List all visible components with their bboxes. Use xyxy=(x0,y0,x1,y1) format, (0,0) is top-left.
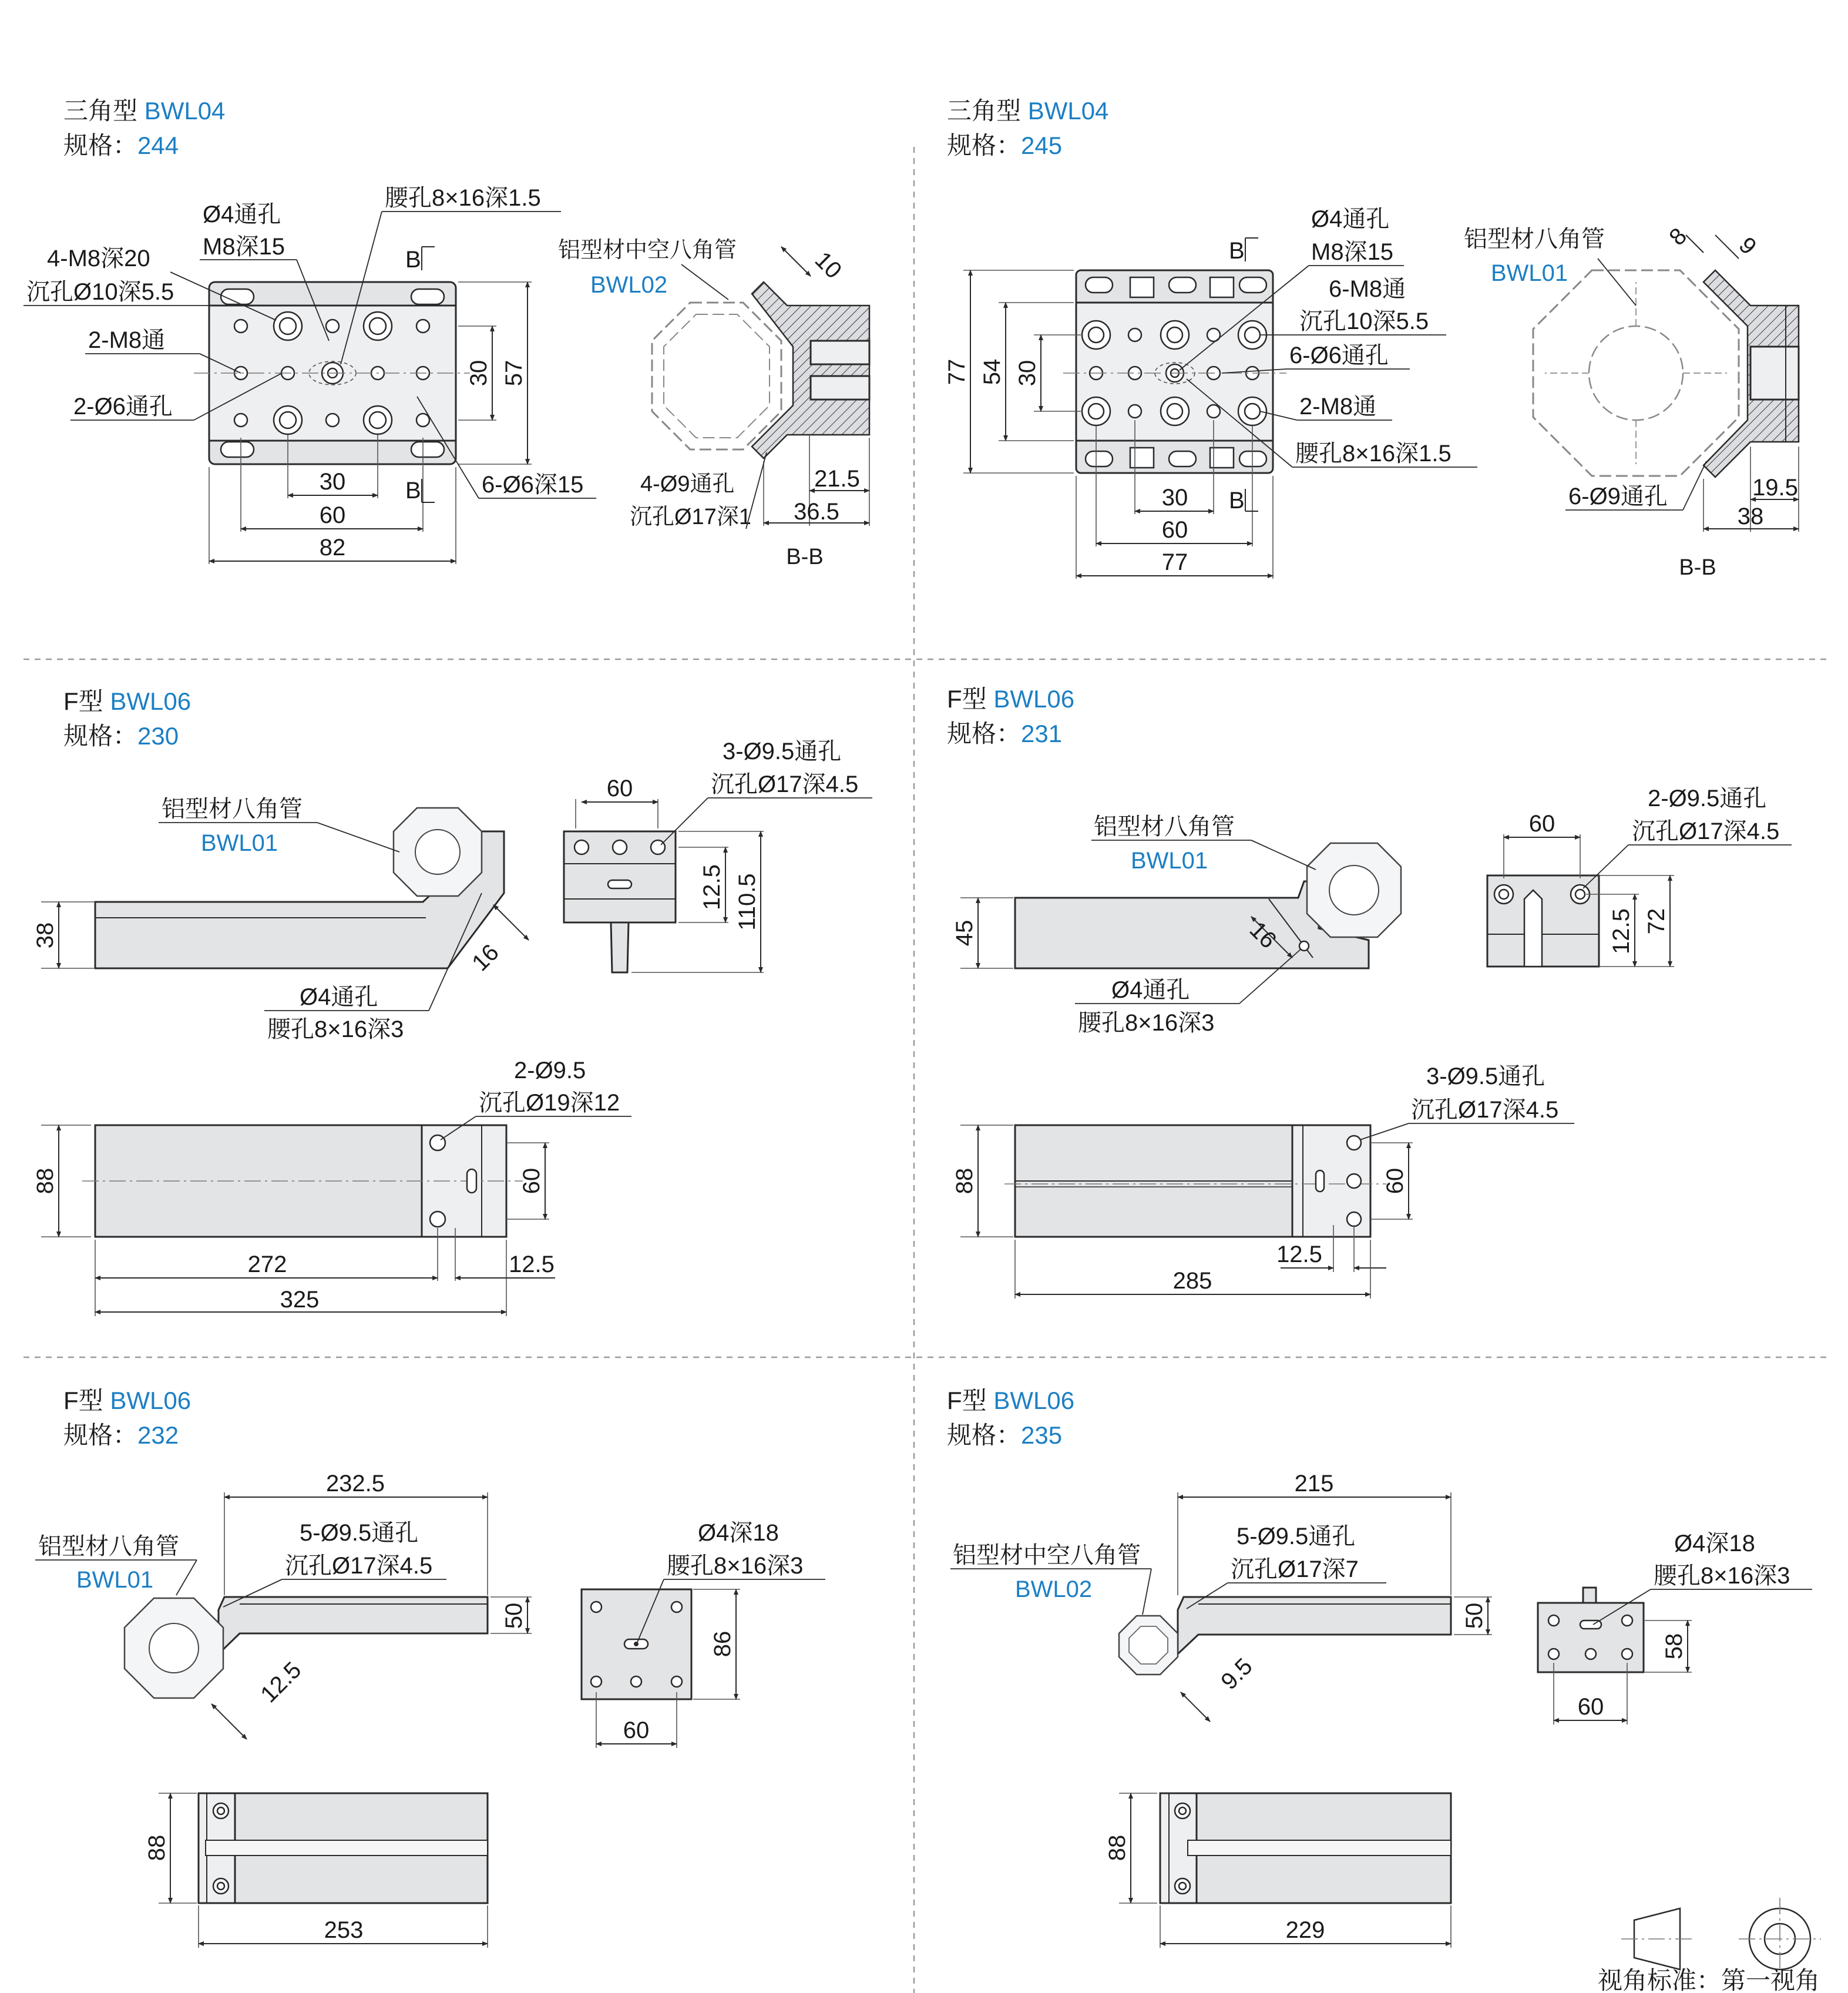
svg-text:铝型材八角管: 铝型材八角管 xyxy=(38,1534,179,1559)
svg-text:2-M8通: 2-M8通 xyxy=(88,327,166,353)
svg-text:6-M8通: 6-M8通 xyxy=(1329,276,1406,302)
svg-text:60: 60 xyxy=(519,1167,545,1195)
svg-text:30: 30 xyxy=(466,360,492,387)
svg-text:325: 325 xyxy=(280,1287,320,1313)
drawing-235-front-view xyxy=(1119,1597,1451,1675)
svg-text:9: 9 xyxy=(1733,232,1762,260)
svg-text:88: 88 xyxy=(952,1167,977,1195)
svg-text:BWL02: BWL02 xyxy=(590,272,668,298)
svg-text:50: 50 xyxy=(501,1602,527,1629)
svg-text:10: 10 xyxy=(809,247,847,284)
svg-text:沉孔Ø10深5.5: 沉孔Ø10深5.5 xyxy=(26,279,174,305)
panel-header-230 xyxy=(63,687,191,750)
svg-text:M8深15: M8深15 xyxy=(203,234,285,260)
svg-text:36.5: 36.5 xyxy=(794,499,839,525)
svg-text:9.5: 9.5 xyxy=(1216,1653,1258,1695)
svg-text:规格：235: 规格：235 xyxy=(947,1421,1063,1449)
svg-text:229: 229 xyxy=(1285,1917,1325,1943)
svg-text:4-Ø9通孔: 4-Ø9通孔 xyxy=(640,472,735,496)
svg-text:铝型材八角管: 铝型材八角管 xyxy=(162,796,303,822)
svg-text:45: 45 xyxy=(952,920,977,947)
svg-text:12.5: 12.5 xyxy=(509,1252,555,1277)
svg-text:BWL01: BWL01 xyxy=(201,830,278,856)
svg-text:60: 60 xyxy=(319,502,346,528)
svg-text:B: B xyxy=(1229,488,1245,514)
svg-text:16: 16 xyxy=(1244,917,1282,954)
svg-text:30: 30 xyxy=(1161,485,1188,511)
svg-text:72: 72 xyxy=(1644,908,1669,935)
svg-text:腰孔8×16深3: 腰孔8×16深3 xyxy=(1078,1010,1215,1036)
svg-text:F型 BWL06: F型 BWL06 xyxy=(63,687,191,715)
svg-text:腰孔8×16深3: 腰孔8×16深3 xyxy=(667,1553,804,1579)
svg-text:BWL01: BWL01 xyxy=(1131,848,1208,874)
svg-text:Ø4深18: Ø4深18 xyxy=(698,1520,779,1546)
svg-text:2-Ø9.5通孔: 2-Ø9.5通孔 xyxy=(1648,786,1767,811)
svg-text:BWL01: BWL01 xyxy=(76,1567,154,1593)
svg-text:50: 50 xyxy=(1461,1602,1487,1629)
svg-text:285: 285 xyxy=(1172,1268,1212,1294)
svg-text:60: 60 xyxy=(1577,1694,1604,1720)
svg-text:2-M8通: 2-M8通 xyxy=(1299,394,1377,420)
svg-text:12.5: 12.5 xyxy=(1608,908,1634,954)
drawing-235-top-view xyxy=(1160,1793,1451,1903)
drawing-230-top-view xyxy=(82,1125,523,1237)
svg-text:77: 77 xyxy=(1161,549,1188,575)
drawing-232-side-view xyxy=(582,1589,691,1699)
panel-header-232 xyxy=(63,1387,191,1449)
drawing-231-side-view xyxy=(1487,875,1599,967)
projection-label: 视角标准：第一视角 xyxy=(1598,1967,1820,1993)
svg-text:F型 BWL06: F型 BWL06 xyxy=(947,685,1075,713)
drawing-230-side-view xyxy=(564,831,676,972)
svg-text:B-B: B-B xyxy=(786,545,824,569)
svg-text:腰孔8×16深3: 腰孔8×16深3 xyxy=(1654,1563,1790,1589)
drawing-244-front-view xyxy=(194,282,470,464)
svg-text:沉孔Ø17深1: 沉孔Ø17深1 xyxy=(630,505,751,529)
svg-text:110.5: 110.5 xyxy=(734,873,760,931)
svg-text:88: 88 xyxy=(1104,1834,1130,1861)
svg-text:沉孔Ø17深4.5: 沉孔Ø17深4.5 xyxy=(285,1553,433,1579)
panel-header-245 xyxy=(947,97,1108,159)
svg-text:30: 30 xyxy=(319,469,346,495)
svg-text:3-Ø9.5通孔: 3-Ø9.5通孔 xyxy=(1426,1063,1545,1089)
svg-text:BWL01: BWL01 xyxy=(1491,260,1568,286)
svg-text:12.5: 12.5 xyxy=(1276,1242,1322,1267)
svg-text:232.5: 232.5 xyxy=(325,1471,385,1497)
svg-text:8: 8 xyxy=(1664,223,1692,251)
svg-text:沉孔Ø17深4.5: 沉孔Ø17深4.5 xyxy=(1411,1097,1559,1123)
svg-text:253: 253 xyxy=(324,1917,364,1943)
svg-text:铝型材中空八角管: 铝型材中空八角管 xyxy=(953,1542,1141,1568)
svg-text:38: 38 xyxy=(1737,504,1764,529)
svg-text:铝型材中空八角管: 铝型材中空八角管 xyxy=(558,238,737,263)
svg-text:B-B: B-B xyxy=(1679,555,1716,580)
svg-text:三角型 BWL04: 三角型 BWL04 xyxy=(947,97,1109,125)
svg-text:沉孔Ø19深12: 沉孔Ø19深12 xyxy=(479,1090,620,1116)
svg-text:Ø4通孔: Ø4通孔 xyxy=(1111,977,1190,1003)
svg-text:2-Ø6通孔: 2-Ø6通孔 xyxy=(73,394,173,420)
svg-text:规格：245: 规格：245 xyxy=(947,132,1063,159)
svg-text:5-Ø9.5通孔: 5-Ø9.5通孔 xyxy=(1237,1524,1356,1549)
drawing-232-top-view xyxy=(199,1793,488,1903)
panel-header-231 xyxy=(947,685,1074,747)
svg-text:19.5: 19.5 xyxy=(1752,475,1798,501)
svg-text:272: 272 xyxy=(247,1252,287,1277)
svg-text:58: 58 xyxy=(1661,1633,1687,1660)
drawing-231-front-view xyxy=(1015,843,1401,968)
svg-text:57: 57 xyxy=(501,360,527,387)
svg-text:规格：244: 规格：244 xyxy=(63,132,179,159)
svg-text:规格：232: 规格：232 xyxy=(63,1421,179,1449)
svg-text:规格：230: 规格：230 xyxy=(63,722,179,750)
svg-text:M8深15: M8深15 xyxy=(1311,239,1394,265)
panel-header-235 xyxy=(947,1387,1074,1449)
svg-text:B: B xyxy=(1229,238,1245,264)
svg-text:BWL02: BWL02 xyxy=(1015,1576,1093,1602)
svg-text:铝型材八角管: 铝型材八角管 xyxy=(1094,814,1235,840)
svg-text:38: 38 xyxy=(32,922,58,949)
svg-text:82: 82 xyxy=(319,535,346,561)
svg-text:沉孔Ø17深4.5: 沉孔Ø17深4.5 xyxy=(711,771,859,797)
svg-text:215: 215 xyxy=(1294,1471,1334,1497)
svg-text:30: 30 xyxy=(1014,360,1040,387)
svg-text:77: 77 xyxy=(944,358,970,385)
svg-text:21.5: 21.5 xyxy=(814,466,860,492)
svg-text:3-Ø9.5通孔: 3-Ø9.5通孔 xyxy=(723,739,842,764)
svg-text:Ø4深18: Ø4深18 xyxy=(1674,1531,1755,1556)
svg-text:88: 88 xyxy=(144,1834,170,1861)
svg-text:腰孔8×16深3: 腰孔8×16深3 xyxy=(267,1016,404,1042)
drawing-230-front-view xyxy=(95,808,504,968)
panel-header-244 xyxy=(63,97,225,159)
drawing-244-section xyxy=(652,282,869,458)
svg-text:16: 16 xyxy=(467,939,504,977)
svg-text:12.5: 12.5 xyxy=(256,1657,307,1708)
svg-text:规格：231: 规格：231 xyxy=(947,720,1063,747)
svg-text:60: 60 xyxy=(623,1717,650,1743)
svg-text:60: 60 xyxy=(1528,811,1555,837)
svg-text:Ø4通孔: Ø4通孔 xyxy=(203,202,281,227)
svg-text:5-Ø9.5通孔: 5-Ø9.5通孔 xyxy=(300,1520,419,1546)
svg-text:60: 60 xyxy=(1382,1167,1408,1195)
drawing-235-side-view xyxy=(1538,1588,1644,1672)
svg-text:腰孔8×16深1.5: 腰孔8×16深1.5 xyxy=(385,185,541,211)
svg-text:6-Ø9通孔: 6-Ø9通孔 xyxy=(1568,484,1668,509)
svg-text:沉孔Ø17深4.5: 沉孔Ø17深4.5 xyxy=(1632,818,1780,844)
svg-text:60: 60 xyxy=(606,776,633,801)
svg-text:B: B xyxy=(405,478,421,504)
svg-text:沉孔10深5.5: 沉孔10深5.5 xyxy=(1299,308,1429,334)
svg-text:F型 BWL06: F型 BWL06 xyxy=(63,1387,191,1414)
svg-text:腰孔8×16深1.5: 腰孔8×16深1.5 xyxy=(1295,441,1451,467)
svg-text:Ø4通孔: Ø4通孔 xyxy=(1311,206,1390,232)
svg-text:三角型 BWL04: 三角型 BWL04 xyxy=(63,97,226,125)
svg-text:沉孔Ø17深7: 沉孔Ø17深7 xyxy=(1231,1556,1359,1582)
svg-text:88: 88 xyxy=(32,1167,58,1195)
svg-text:6-Ø6通孔: 6-Ø6通孔 xyxy=(1289,343,1389,368)
svg-text:86: 86 xyxy=(710,1630,735,1658)
svg-text:F型 BWL06: F型 BWL06 xyxy=(947,1387,1075,1414)
svg-text:2-Ø9.5: 2-Ø9.5 xyxy=(514,1058,586,1083)
svg-text:B: B xyxy=(405,247,421,273)
drawing-245-section xyxy=(1533,270,1799,477)
svg-text:4-M8深20: 4-M8深20 xyxy=(47,246,150,271)
svg-text:6-Ø6深15: 6-Ø6深15 xyxy=(482,472,584,498)
svg-text:54: 54 xyxy=(979,358,1005,385)
drawing-231-top-view xyxy=(1004,1125,1386,1237)
svg-text:60: 60 xyxy=(1161,517,1188,543)
drawing-232-front-view xyxy=(125,1597,488,1698)
svg-text:12.5: 12.5 xyxy=(699,864,725,910)
svg-text:Ø4通孔: Ø4通孔 xyxy=(300,984,378,1010)
svg-text:铝型材八角管: 铝型材八角管 xyxy=(1464,226,1605,252)
